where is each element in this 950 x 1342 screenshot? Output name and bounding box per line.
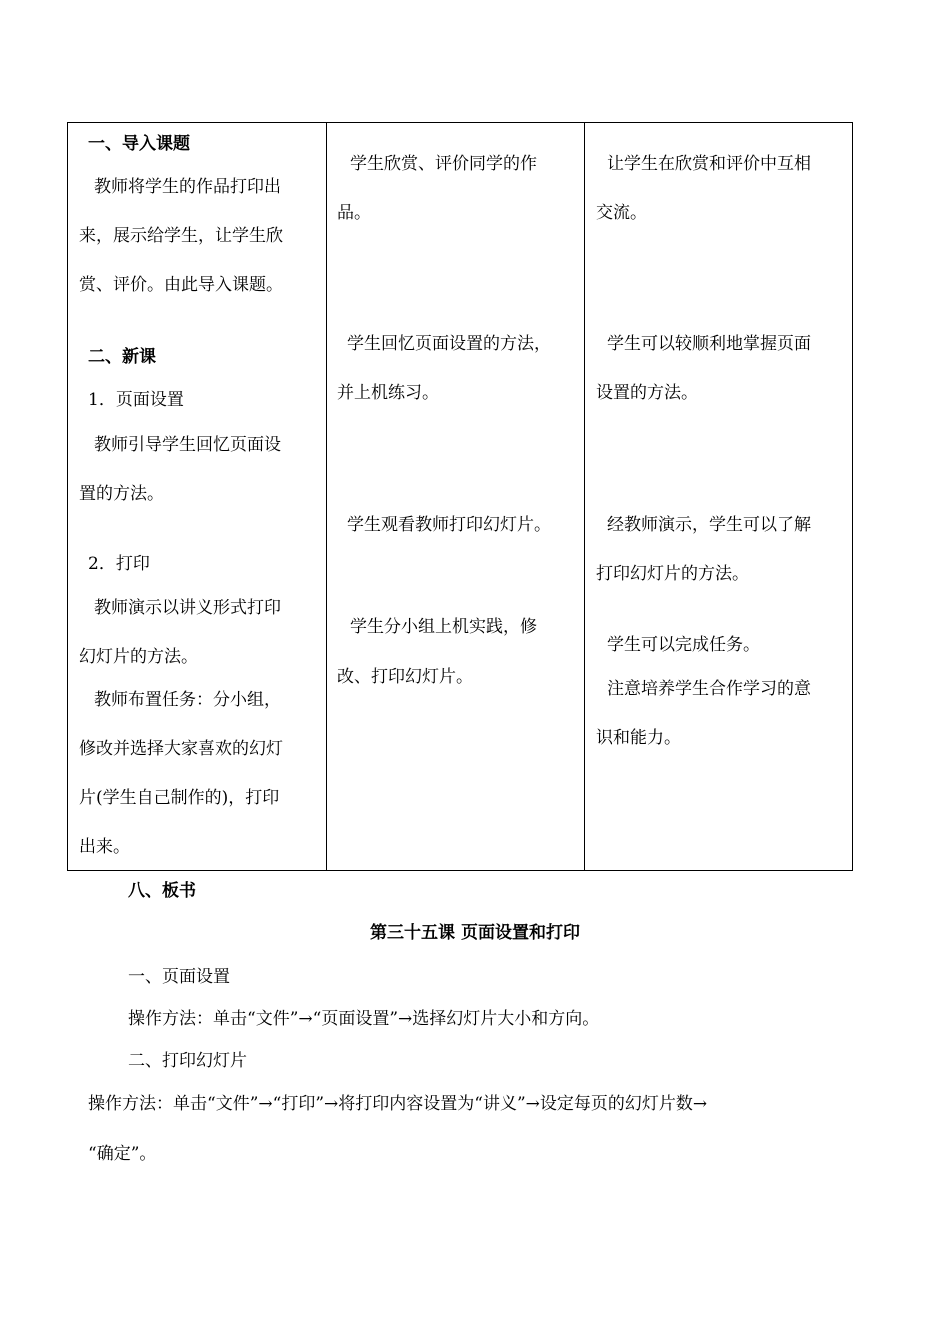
student-line: 改、打印幻灯片。 bbox=[337, 667, 473, 687]
item2-line: 幻灯片的方法。 bbox=[79, 647, 198, 667]
student-line: 品。 bbox=[337, 203, 371, 223]
section-1-method: 操作方法：单击“文件”→“页面设置”→选择幻灯片大小和方向。 bbox=[128, 1009, 600, 1029]
intent-line: 学生可以较顺利地掌握页面 bbox=[607, 334, 811, 354]
intent-line: 经教师演示，学生可以了解 bbox=[607, 515, 811, 535]
task-line: 出来。 bbox=[79, 837, 130, 857]
student-line: 学生回忆页面设置的方法， bbox=[347, 334, 551, 354]
intro-line: 赏、评价。由此导入课题。 bbox=[79, 275, 283, 295]
new-lesson-heading: 二、新课 bbox=[88, 347, 156, 367]
student-line: 并上机练习。 bbox=[337, 383, 439, 403]
student-line: 学生分小组上机实践，修 bbox=[350, 617, 537, 637]
item1-line: 教师引导学生回忆页面设 bbox=[94, 435, 281, 455]
intro-line: 来，展示给学生，让学生欣 bbox=[79, 226, 283, 246]
section-2-heading: 二、打印幻灯片 bbox=[128, 1051, 247, 1071]
item1-line: 置的方法。 bbox=[79, 484, 164, 504]
intent-line: 让学生在欣赏和评价中互相 bbox=[607, 154, 811, 174]
intent-line: 识和能力。 bbox=[596, 728, 681, 748]
section-1-heading: 一、页面设置 bbox=[128, 967, 230, 987]
task-line: 片(学生自己制作的)，打印 bbox=[79, 788, 280, 808]
intent-line: 学生可以完成任务。 bbox=[607, 635, 760, 655]
intro-line: 教师将学生的作品打印出 bbox=[94, 177, 281, 197]
lesson-table bbox=[67, 122, 853, 871]
item1-title: 1．页面设置 bbox=[88, 390, 184, 410]
intent-line: 交流。 bbox=[596, 203, 647, 223]
student-line: 学生观看教师打印幻灯片。 bbox=[347, 515, 551, 535]
intro-heading: 一、导入课题 bbox=[88, 134, 190, 154]
section-2-method-cont: “确定”。 bbox=[88, 1144, 157, 1164]
intent-line: 打印幻灯片的方法。 bbox=[596, 564, 749, 584]
item2-line: 教师演示以讲义形式打印 bbox=[94, 598, 281, 618]
column-divider bbox=[326, 123, 327, 870]
intent-line: 设置的方法。 bbox=[596, 383, 698, 403]
item2-title: 2．打印 bbox=[88, 554, 150, 574]
intent-line: 注意培养学生合作学习的意 bbox=[607, 679, 811, 699]
student-line: 学生欣赏、评价同学的作 bbox=[350, 154, 537, 174]
section-2-method: 操作方法：单击“文件”→“打印”→将打印内容设置为“讲义”→设定每页的幻灯片数→ bbox=[88, 1094, 708, 1114]
board-title: 第三十五课 页面设置和打印 bbox=[370, 923, 580, 943]
column-divider bbox=[584, 123, 585, 870]
task-line: 修改并选择大家喜欢的幻灯 bbox=[79, 739, 283, 759]
board-heading: 八、板书 bbox=[128, 881, 196, 901]
task-line: 教师布置任务：分小组， bbox=[94, 690, 281, 710]
